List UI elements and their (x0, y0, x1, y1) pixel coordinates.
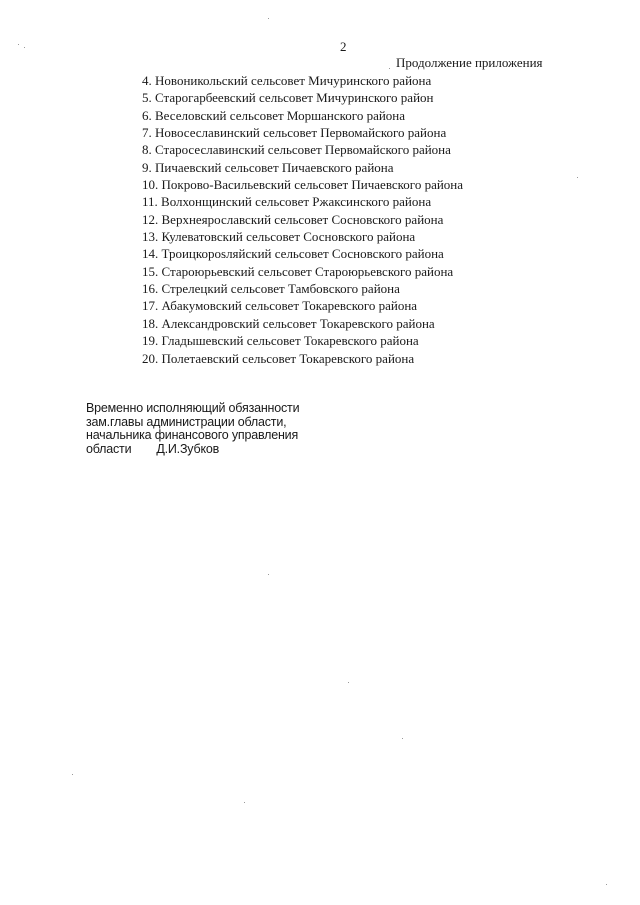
signature-line: Временно исполняющий обязанности (86, 401, 300, 415)
signature-line (86, 443, 299, 457)
list-item: 18. Александровский сельсовет Токаревского района (142, 315, 435, 331)
appendix-continuation-note: Продолжение приложения (396, 55, 543, 70)
scan-speck (72, 774, 73, 775)
signature-line: зам.главы администрации области, (86, 414, 287, 429)
scan-speck (389, 68, 390, 69)
scan-speck (244, 802, 245, 803)
list-item: 8. Старосеславинский сельсовет Первомайского района (142, 142, 451, 158)
list-item: 9. Пичаевский сельсовет Пичаевского района (142, 159, 394, 175)
signature-line: начальника финансового управления (86, 428, 299, 442)
list-item: 7. Новосеславинский сельсовет Первомайского района (142, 125, 447, 141)
list-item: 6. Веселовский сельсовет Моршанского района (142, 107, 406, 123)
page-number: 2 (340, 39, 347, 54)
list-item: 20. Полетаевский сельсовет Токаревского района (142, 350, 415, 366)
scan-speck (348, 682, 349, 683)
list-item: 11. Волхонщинский сельсовет Ржаксинского района (142, 194, 432, 210)
list-item: 16. Стрелецкий сельсовет Тамбовского района (142, 281, 400, 297)
scan-speck (268, 574, 269, 575)
council-list (142, 72, 463, 367)
scan-speck (24, 47, 25, 48)
list-item: 12. Верхнеярославский сельсовет Сосновского района (142, 211, 444, 227)
scan-speck (402, 738, 403, 739)
list-item: 10. Покрово-Васильевский сельсовет Пичаевского района (142, 177, 464, 193)
scan-speck (606, 884, 607, 885)
list-item: 4. Новоникольский сельсовет Мичуринского района (142, 73, 432, 88)
list-item: 15. Староюрьевский сельсовет Староюрьевского района (142, 263, 454, 279)
scan-speck (268, 18, 269, 19)
list-item: 17. Абакумовский сельсовет Токаревского района (142, 298, 418, 314)
list-item: 19. Гладышевский сельсовет Токаревского района (142, 333, 419, 349)
scan-speck (577, 177, 578, 178)
list-item: 13. Кулеватовский сельсовет Сосновского района (142, 229, 416, 245)
list-item: 14. Троицкорosляйский сельсовет Сосновского района (142, 246, 444, 262)
list-item: 5. Старогарбеевский сельсовет Мичуринского район (142, 90, 434, 106)
signature-block (86, 402, 299, 456)
signature-label: области (86, 441, 132, 456)
scan-speck (18, 44, 19, 45)
signatory-name: Д.И.Зубков (156, 441, 220, 456)
